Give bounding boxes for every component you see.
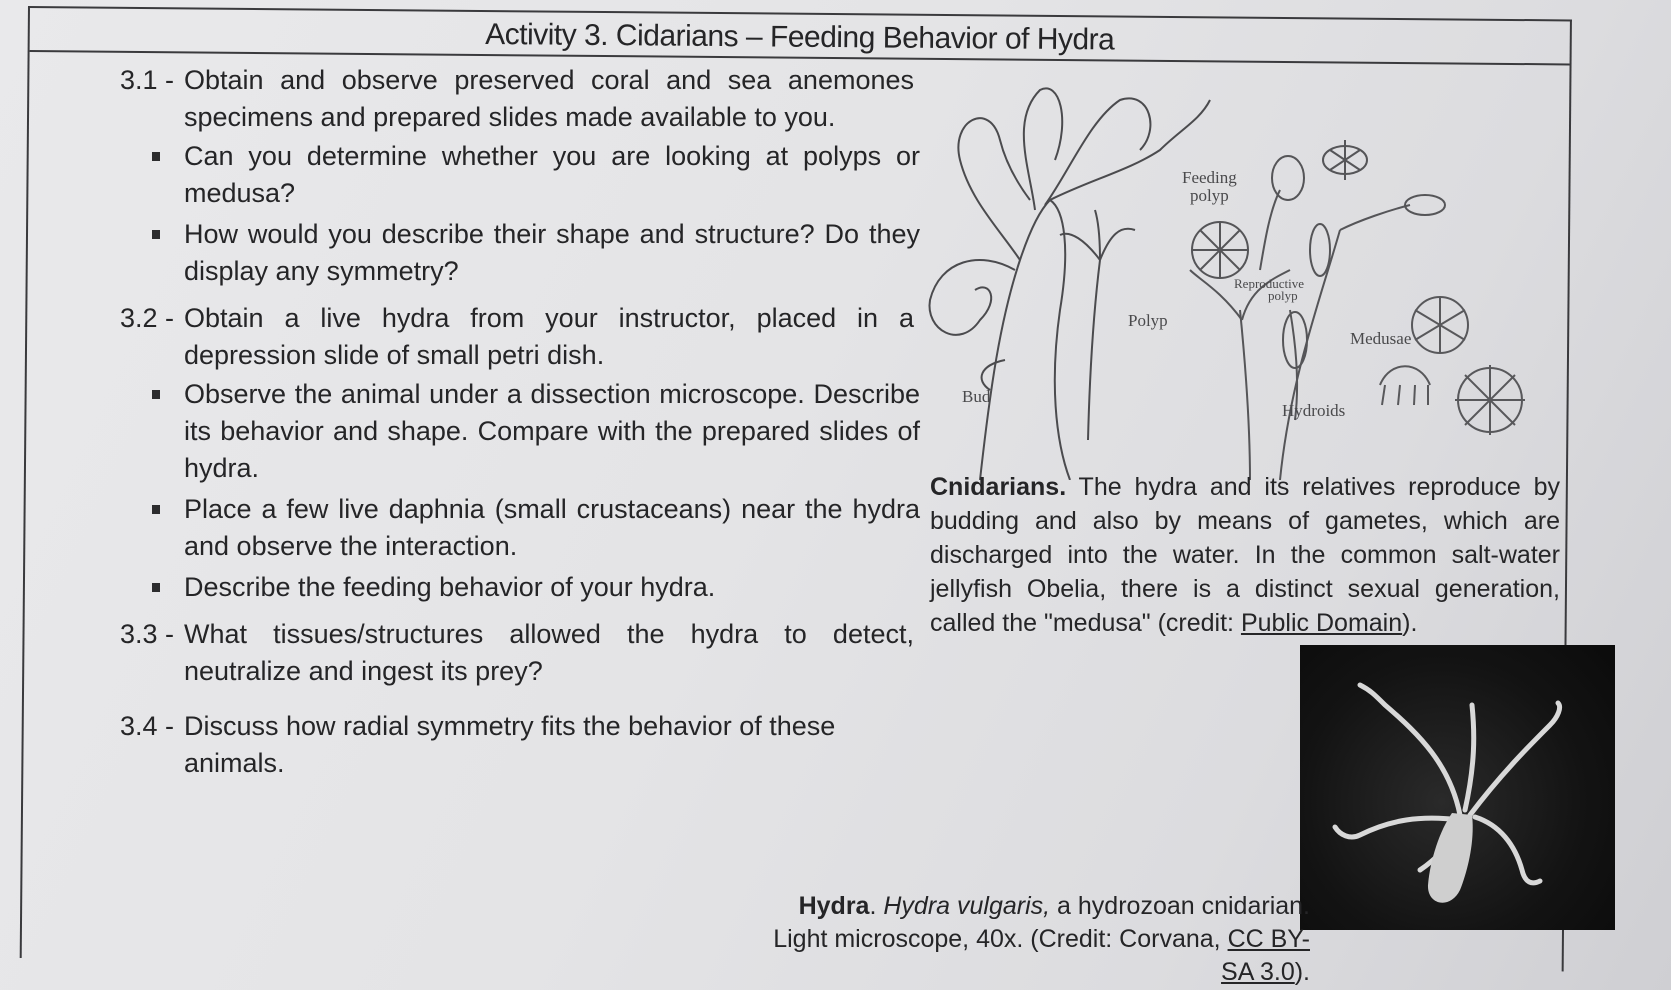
question-number: 3.1 - bbox=[120, 65, 175, 95]
label-reproductive-polyp: Reproductive bbox=[1234, 276, 1305, 291]
question-text: Obtain a live hydra from your instructor, placed in a depression slide of small petri dish. bbox=[184, 303, 914, 370]
label-feeding-polyp-2: polyp bbox=[1190, 186, 1229, 205]
caption-end: ). bbox=[1402, 609, 1418, 637]
label-reproductive-polyp-2: polyp bbox=[1268, 288, 1298, 303]
license-link[interactable]: CC BY-SA 3.0 bbox=[1221, 925, 1310, 986]
hydra-caption bbox=[760, 890, 1310, 989]
medusa-drawings bbox=[1380, 297, 1525, 435]
question-text: Obtain and observe preserved coral and sea anemones specimens and prepared slides made available to you. bbox=[184, 65, 914, 132]
question-3-2 bbox=[120, 300, 920, 606]
label-polyp: Polyp bbox=[1128, 311, 1168, 330]
hydra-caption-sep: . bbox=[869, 892, 884, 920]
question-3-3 bbox=[120, 616, 920, 690]
question-number: 3.2 - bbox=[120, 303, 175, 333]
public-domain-link[interactable]: Public Domain bbox=[1240, 609, 1403, 637]
caption-text: The hydra and its relatives reproduce by budding and also by means of gametes, which are discharged into the water. In the common salt-water jellyfish Obelia, there is a distinct sexual generation, called the "medusa" (credit: bbox=[930, 473, 1560, 637]
title-row bbox=[30, 8, 1570, 65]
question-number: 3.4 - bbox=[120, 711, 175, 741]
question-text: What tissues/structures allowed the hydra to detect, neutralize and ingest its prey? bbox=[184, 619, 914, 686]
questions-block bbox=[120, 62, 920, 792]
question-3-1 bbox=[120, 62, 920, 290]
bullet-item: Can you determine whether you are looking at polyps or medusa? bbox=[152, 138, 920, 212]
cnidarian-illustration bbox=[920, 60, 1560, 480]
question-3-4 bbox=[120, 708, 920, 782]
hydra-caption-text: a hydrozoan cnidarian. Light microscope, 40x. (Credit: Corvana, bbox=[773, 892, 1310, 953]
caption-title: Cnidarians. bbox=[930, 473, 1067, 501]
bullet-item: How would you describe their shape and structure? Do they display any symmetry? bbox=[152, 216, 920, 290]
label-feeding-polyp: Feeding bbox=[1182, 168, 1237, 187]
bullet-list bbox=[152, 376, 920, 606]
hydra-caption-title: Hydra bbox=[798, 892, 870, 920]
hydra-caption-end: ). bbox=[1294, 958, 1310, 986]
label-medusae: Medusae bbox=[1350, 329, 1412, 348]
label-hydroids: Hydroids bbox=[1282, 401, 1346, 420]
bullet-item: Observe the animal under a dissection microscope. Describe its behavior and shape. Compare with the prepared slides of hydra. bbox=[152, 376, 920, 487]
bullet-item: Place a few live daphnia (small crustaceans) near the hydra and observe the interaction. bbox=[152, 491, 920, 565]
activity-title: Activity 3. Cidarians – Feeding Behavior of Hydra bbox=[485, 17, 1115, 57]
hydra-drawing bbox=[930, 88, 1210, 480]
bullet-item: Describe the feeding behavior of your hydra. bbox=[152, 569, 920, 606]
label-bud: Bud bbox=[962, 387, 991, 406]
bullet-list bbox=[152, 138, 920, 290]
cnidarians-caption bbox=[930, 470, 1560, 640]
question-number: 3.3 - bbox=[120, 619, 175, 649]
hydra-species: Hydra vulgaris, bbox=[883, 892, 1051, 920]
question-text: Discuss how radial symmetry fits the behavior of these animals. bbox=[184, 711, 836, 778]
hydra-micrograph bbox=[1300, 645, 1615, 930]
hydra-photo-figure bbox=[1300, 645, 1615, 930]
